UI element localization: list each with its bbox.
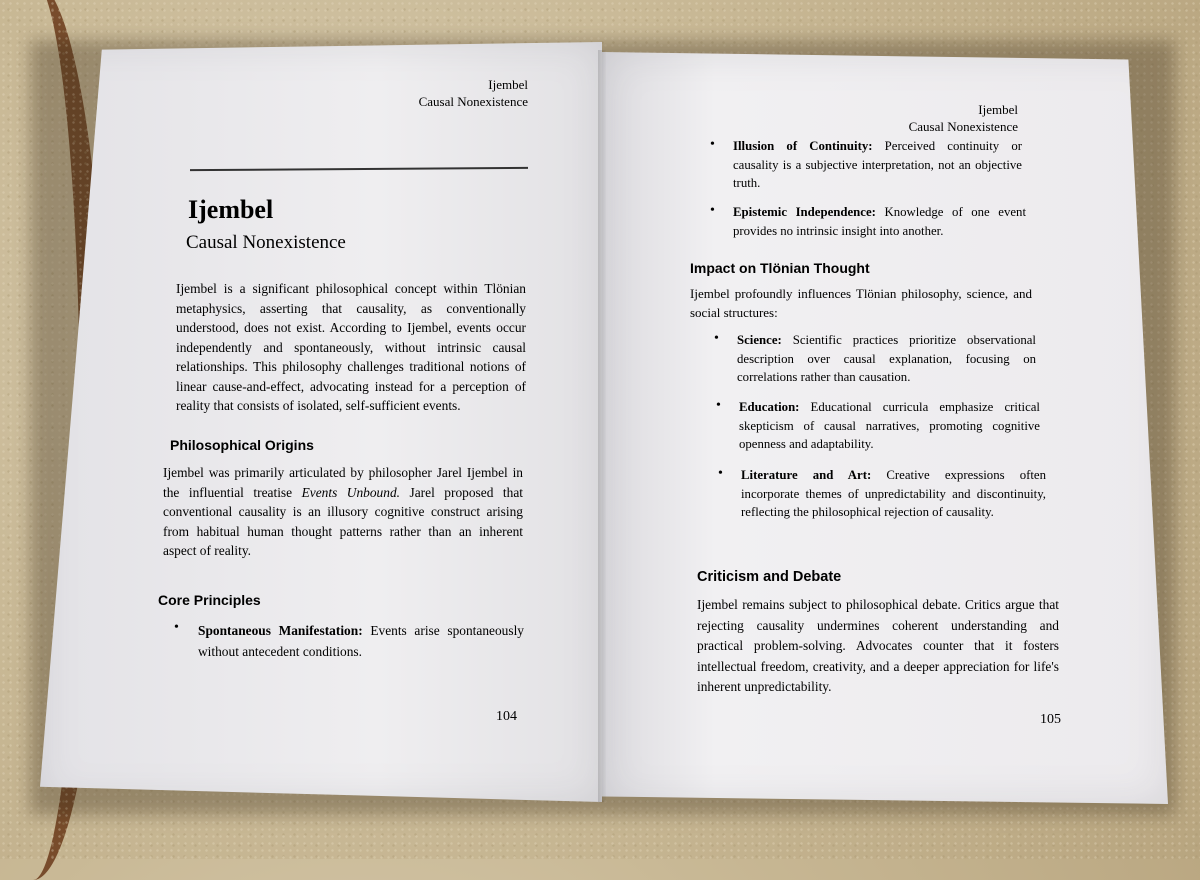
bullet-body: Educational curricula emphasize critical skepticism of causal narratives, promoting cognitive openness and adaptability.	[739, 400, 1040, 451]
right-bullet-1	[710, 137, 1022, 193]
left-running-header	[330, 76, 528, 110]
chapter-title: Ijembel	[188, 195, 274, 224]
bullet-dot: •	[714, 331, 719, 346]
impact-bullet-literature-text	[718, 466, 1046, 522]
left-header-line1: Ijembel	[488, 77, 528, 92]
bullet-body: Perceived continuity or causality is a subjective interpretation, not an objective truth.	[733, 139, 1022, 190]
left-header-line2: Causal Nonexistence	[418, 94, 528, 109]
bullet-dot: •	[174, 620, 179, 635]
origins-text-a: Ijembel was primarily articulated by philosopher Jarel Ijembel in the influential treatise	[163, 465, 523, 500]
core-bullet-body: Events arise spontaneously without antecedent conditions.	[198, 623, 524, 659]
criticism-paragraph: Ijembel remains subject to philosophical debate. Critics argue that rejecting causality undermines coherent understanding and practical problem-solving. Advocates counter that it fosters intellectual freedom, creativity, and a deeper appreciation for life's inherent unpredictability.	[697, 597, 1059, 694]
left-page-number: 104	[496, 709, 517, 724]
right-bullet-2	[710, 203, 1026, 240]
bullet-dot: •	[710, 203, 715, 218]
treatise-title: Events Unbound.	[301, 484, 400, 500]
core-bullet-text	[174, 620, 524, 662]
bullet-dot: •	[718, 466, 723, 481]
bullet-term: Epistemic Independence:	[733, 205, 876, 219]
impact-bullet-science-text	[714, 331, 1036, 387]
bullet-term: Education:	[739, 400, 800, 414]
chapter-subtitle: Causal Nonexistence	[186, 232, 346, 253]
impact-paragraph: Ijembel profoundly influences Tlönian philosophy, science, and social structures:	[690, 286, 1032, 320]
impact-bullet-education	[716, 398, 1040, 454]
intro-paragraph: Ijembel is a significant philosophical concept within Tlönian metaphysics, asserting that causality, as conventionally understood, does not exist. According to Ijembel, events occur independently and spontaneously, without intrinsic causal relationships. This philosophy challenges traditional notions of linear cause-and-effect, advocating instead for a perception of reality that consists of isolated, self-sufficient events.	[176, 281, 526, 413]
bullet-body: Knowledge of one event provides no intrinsic insight into another.	[733, 205, 1026, 238]
right-bullet-2-text	[710, 203, 1026, 240]
origins-text-b: Jarel proposed that conventional causality is an illusory cognitive construct arising from habitual human thought patterns rather than an inherent aspect of reality.	[163, 484, 523, 558]
origins-paragraph	[163, 463, 523, 561]
bullet-body: Scientific practices prioritize observational description over causal explanation, focusing on correlations rather than causation.	[737, 333, 1036, 384]
core-bullet-term: Spontaneous Manifestation:	[198, 623, 363, 638]
criticism-heading: Criticism and Debate	[697, 569, 842, 585]
impact-bullet-science	[714, 331, 1036, 387]
right-header-line1: Ijembel	[978, 102, 1018, 117]
book-spine	[598, 50, 606, 802]
impact-bullet-education-text	[716, 398, 1040, 454]
impact-bullet-literature	[718, 466, 1046, 522]
impact-heading: Impact on Tlönian Thought	[690, 260, 870, 276]
bullet-dot: •	[710, 137, 715, 152]
bullet-body: Creative expressions often incorporate themes of unpredictability and discontinuity, reflecting the philosophical rejection of causality.	[741, 468, 1046, 519]
right-page-number: 105	[1040, 712, 1061, 727]
origins-heading: Philosophical Origins	[170, 437, 314, 453]
bullet-term: Illusion of Continuity:	[733, 139, 873, 153]
core-bullet	[174, 620, 524, 662]
right-bullet-1-text	[710, 137, 1022, 193]
bullet-term: Science:	[737, 333, 782, 347]
right-header-line2: Causal Nonexistence	[908, 119, 1018, 134]
core-principles-heading: Core Principles	[158, 592, 261, 608]
bullet-term: Literature and Art:	[741, 468, 872, 482]
left-page	[40, 42, 602, 802]
bullet-dot: •	[716, 398, 721, 413]
right-running-header	[818, 101, 1018, 135]
